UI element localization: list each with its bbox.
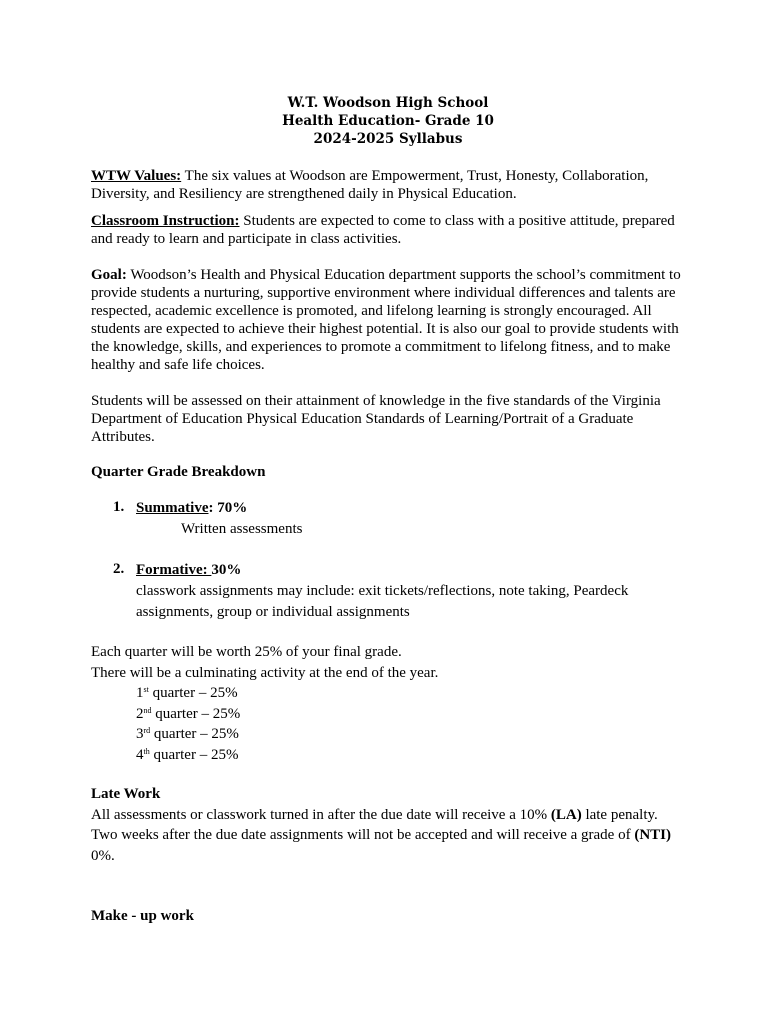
- culminating-activity-text: There will be a culminating activity at the end of the year.: [91, 664, 439, 681]
- classroom-text: Students are expected to come to class with a positive attitude, prepared and ready to learn and participate in class activities.: [91, 213, 675, 247]
- classroom-label: Classroom Instruction:: [91, 213, 240, 229]
- document-header: [95, 94, 681, 148]
- summative-label: Summative: [136, 500, 209, 516]
- formative-value: 30%: [211, 562, 242, 578]
- grade-breakdown-list: [91, 498, 681, 623]
- goal-text: Woodson’s Health and Physical Education department supports the school’s commitment to provide students a nurturing, supportive environment where individual differences and talents are respected, academic excellence is promoted, and lifelong learning is strongly encouraged. All students are expected to achieve their highest potential. It is also our goal to provide students with the knowledge, skills, and experiences to promote a commitment to lifelong fitness, and to make healthy and safe life choices.: [91, 267, 681, 373]
- formative-label: Formative:: [136, 562, 212, 578]
- quarter-worth-text: Each quarter will be worth 25% of your final grade.: [91, 644, 402, 660]
- quarter-item: 4th quarter – 25%: [136, 746, 239, 763]
- list-number: 1.: [113, 499, 125, 515]
- breakdown-heading: Quarter Grade Breakdown: [91, 464, 266, 480]
- formative-detail: classwork assignments may include: exit tickets/reflections, note taking, Peardeck assignments, group or individual assignments: [136, 583, 629, 620]
- summative-value: : 70%: [208, 500, 248, 516]
- quarter-list: [91, 683, 681, 765]
- syllabus-year: 2024-2025 Syllabus: [313, 131, 463, 147]
- list-number: 2.: [113, 561, 125, 577]
- values-label: WTW Values:: [91, 168, 182, 184]
- late-work-text: All assessments or classwork turned in after the due date will receive a 10% (LA) late penalty. Two weeks after the due date assignments will not be accepted and will receive a grade of (NTI) 0%.: [91, 806, 671, 864]
- quarter-item: 2nd quarter – 25%: [136, 705, 241, 722]
- summative-detail: Written assessments: [181, 521, 303, 537]
- values-paragraph: [91, 167, 681, 203]
- school-name: W.T. Woodson High School: [287, 95, 489, 111]
- assessment-paragraph: Students will be assessed on their attainment of knowledge in the five standards of the Virginia Department of Education Physical Education Standards of Learning/Portrait of a Graduate Attributes.: [91, 393, 661, 445]
- late-work-heading: Late Work: [91, 786, 161, 802]
- course-title: Health Education- Grade 10: [282, 113, 494, 129]
- makeup-heading: Make - up work: [91, 908, 194, 924]
- quarter-item: 3rd quarter – 25%: [136, 726, 239, 742]
- late-work-section: [91, 784, 681, 866]
- classroom-paragraph: [91, 212, 681, 248]
- syllabus-page: [91, 94, 681, 925]
- list-item-formative: [91, 560, 681, 623]
- goal-paragraph: [91, 266, 681, 374]
- quarter-weights: [91, 642, 681, 765]
- quarter-item: 1st quarter – 25%: [136, 685, 238, 701]
- values-text: The six values at Woodson are Empowerment, Trust, Honesty, Collaboration, Diversity, and Resiliency are strengthened daily in Physical Education.: [91, 168, 649, 202]
- list-item-summative: [91, 498, 681, 540]
- goal-label: Goal:: [91, 267, 127, 283]
